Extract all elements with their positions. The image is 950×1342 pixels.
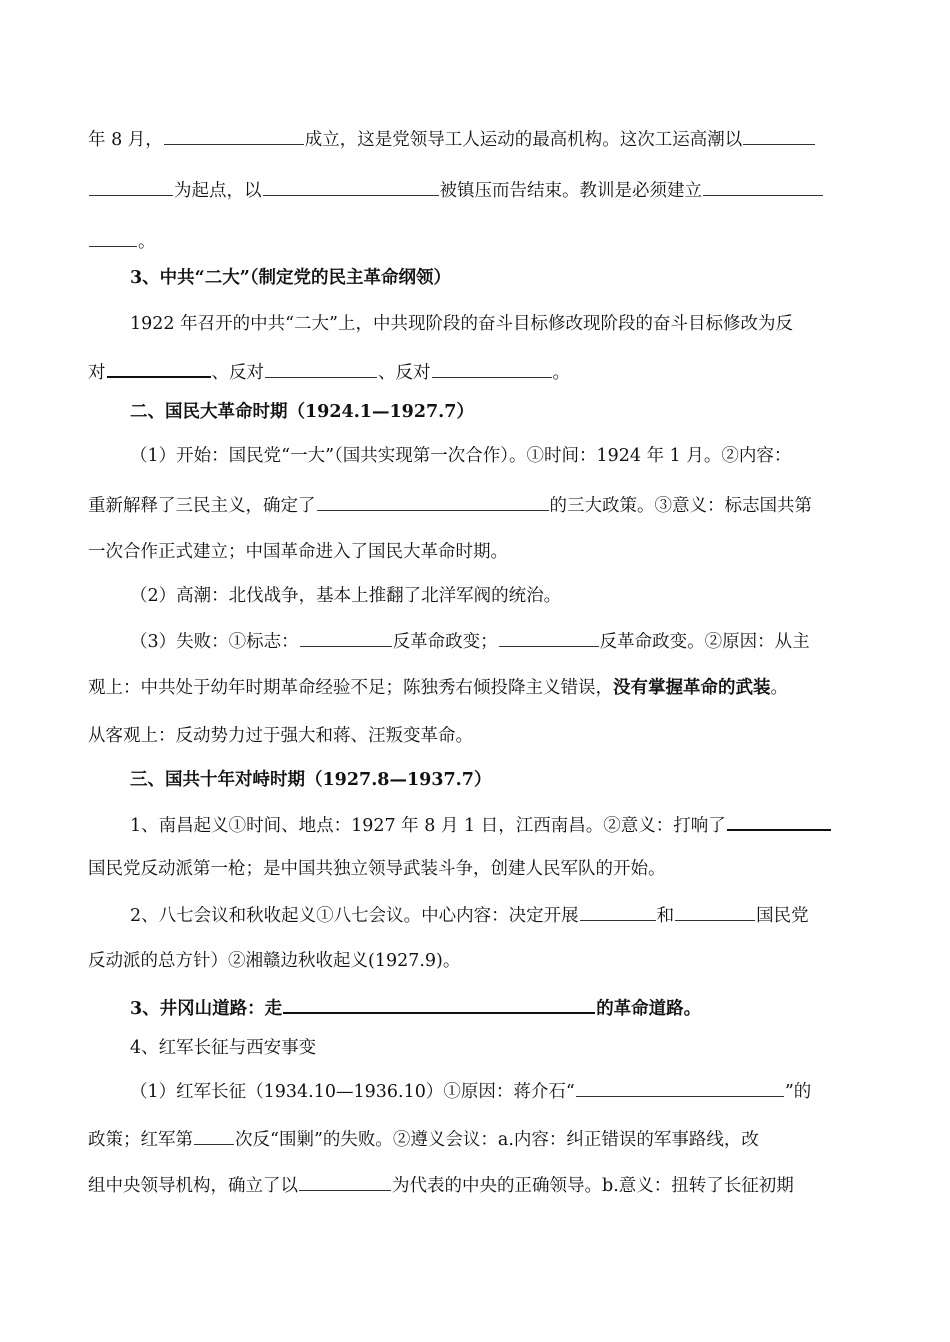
fill-blank[interactable] [432, 360, 552, 378]
text: 次反“围剿”的失败。②遵义会议：a.内容：纠正错误的军事路线，改 [235, 1130, 759, 1150]
heading-text: 3、井冈山道路：走 [130, 999, 283, 1019]
text-line [88, 1173, 860, 1197]
text-line [130, 313, 860, 337]
text: 一次合作正式建立；中国革命进入了国民大革命时期。 [88, 542, 508, 562]
fill-blank[interactable] [299, 1173, 391, 1191]
fill-blank[interactable] [576, 1079, 784, 1097]
text-line [130, 1079, 860, 1103]
text: （1）开始：国民党“一大”（国共实现第一次合作）。①时间：1924 年 1 月。②内容： [130, 446, 792, 466]
fill-blank[interactable] [300, 629, 392, 647]
text: 被镇压而告结束。教训是必须建立 [439, 181, 702, 201]
text: 1922 年召开的中共“二大”上，中共现阶段的奋斗目标修改现阶段的奋斗目标修改为反 [130, 314, 793, 334]
text-line [88, 493, 860, 517]
text: 组中央领导机构，确立了以 [88, 1176, 298, 1196]
text: 成立，这是党领导工人运动的最高机构。这次工运高潮以 [304, 130, 743, 150]
text: 反动派的总方针）②湘赣边秋收起义(1927.9)。 [88, 951, 461, 971]
fill-blank[interactable] [265, 360, 377, 378]
text-line [88, 1127, 860, 1151]
text: 。 [552, 363, 570, 383]
text-line [88, 178, 860, 202]
fill-blank[interactable] [194, 1127, 234, 1145]
text: 、反对 [378, 363, 431, 383]
text-line [130, 629, 860, 653]
text-line [130, 812, 860, 836]
text: 观上：中共处于幼年时期革命经验不足；陈独秀右倾投降主义错误， [88, 678, 613, 698]
text: 重新解释了三民主义，确定了 [88, 496, 316, 516]
text: 政策；红军第 [88, 1130, 193, 1150]
heading-text: 3、中共“二大”（制定党的民主革命纲领） [130, 268, 452, 288]
fill-blank[interactable] [283, 995, 595, 1014]
text: 1、南昌起义①时间、地点：1927 年 8 月 1 日，江西南昌。②意义：打响了 [130, 816, 726, 836]
text: ”的 [784, 1082, 812, 1102]
text-line [88, 229, 860, 253]
text: （2）高潮：北伐战争，基本上推翻了北洋军阀的统治。 [130, 586, 562, 606]
fill-blank[interactable] [164, 127, 304, 145]
fill-blank[interactable] [703, 178, 823, 196]
text: 和 [656, 906, 675, 926]
heading-text: 三、国共十年对峙时期（1927.8—1937.7） [130, 770, 492, 790]
text: 从客观上：反动势力过于强大和蒋、汪叛变革命。 [88, 726, 473, 746]
text-line [88, 725, 860, 749]
section-heading [130, 267, 860, 291]
fill-blank[interactable] [743, 127, 815, 145]
text-line [88, 858, 860, 882]
heading-text: 二、国民大革命时期（1924.1—1927.7） [130, 402, 474, 422]
text: 4、红军长征与西安事变 [130, 1038, 317, 1058]
section-heading [130, 995, 860, 1019]
emphasis-text: 没有掌握革命的武装 [613, 678, 771, 698]
text: （1）红军长征（1934.10—1936.10）①原因：蒋介石“ [130, 1082, 575, 1102]
text: 为起点，以 [174, 181, 262, 201]
text-line [88, 127, 860, 151]
fill-blank[interactable] [89, 178, 173, 196]
fill-blank[interactable] [317, 493, 549, 511]
text: 反革命政变。②原因：从主 [599, 632, 810, 652]
fill-blank[interactable] [727, 812, 831, 831]
text: 、反对 [211, 363, 264, 383]
text-line [88, 541, 860, 565]
text: 年 8 月， [88, 130, 163, 150]
text: 反革命政变； [392, 632, 498, 652]
text: 对 [88, 363, 106, 383]
text: 国民党反动派第一枪；是中国共独立领导武装斗争，创建人民军队的开始。 [88, 859, 666, 879]
text-line [130, 903, 860, 927]
text: （3）失败：①标志： [130, 632, 299, 652]
text-line [130, 585, 860, 609]
text: 。 [138, 232, 156, 252]
text: 为代表的中央的正确领导。b.意义：扭转了长征初期 [392, 1176, 794, 1196]
text-line [130, 1037, 860, 1061]
heading-text: 的革命道路。 [596, 999, 702, 1019]
text: 国民党 [756, 906, 809, 926]
fill-blank[interactable] [580, 903, 656, 921]
fill-blank[interactable] [107, 359, 211, 378]
fill-blank[interactable] [89, 229, 137, 247]
text: 。 [770, 678, 788, 698]
text: 的三大政策。③意义：标志国共第 [549, 496, 812, 516]
section-heading [130, 769, 860, 793]
fill-blank[interactable] [263, 178, 439, 196]
text-line [88, 950, 860, 974]
section-heading [130, 401, 860, 425]
text-line [88, 359, 860, 383]
text-line [88, 677, 860, 701]
fill-blank[interactable] [675, 903, 755, 921]
fill-blank[interactable] [499, 629, 599, 647]
text-line [130, 445, 860, 469]
text: 2、八七会议和秋收起义①八七会议。中心内容：决定开展 [130, 906, 579, 926]
